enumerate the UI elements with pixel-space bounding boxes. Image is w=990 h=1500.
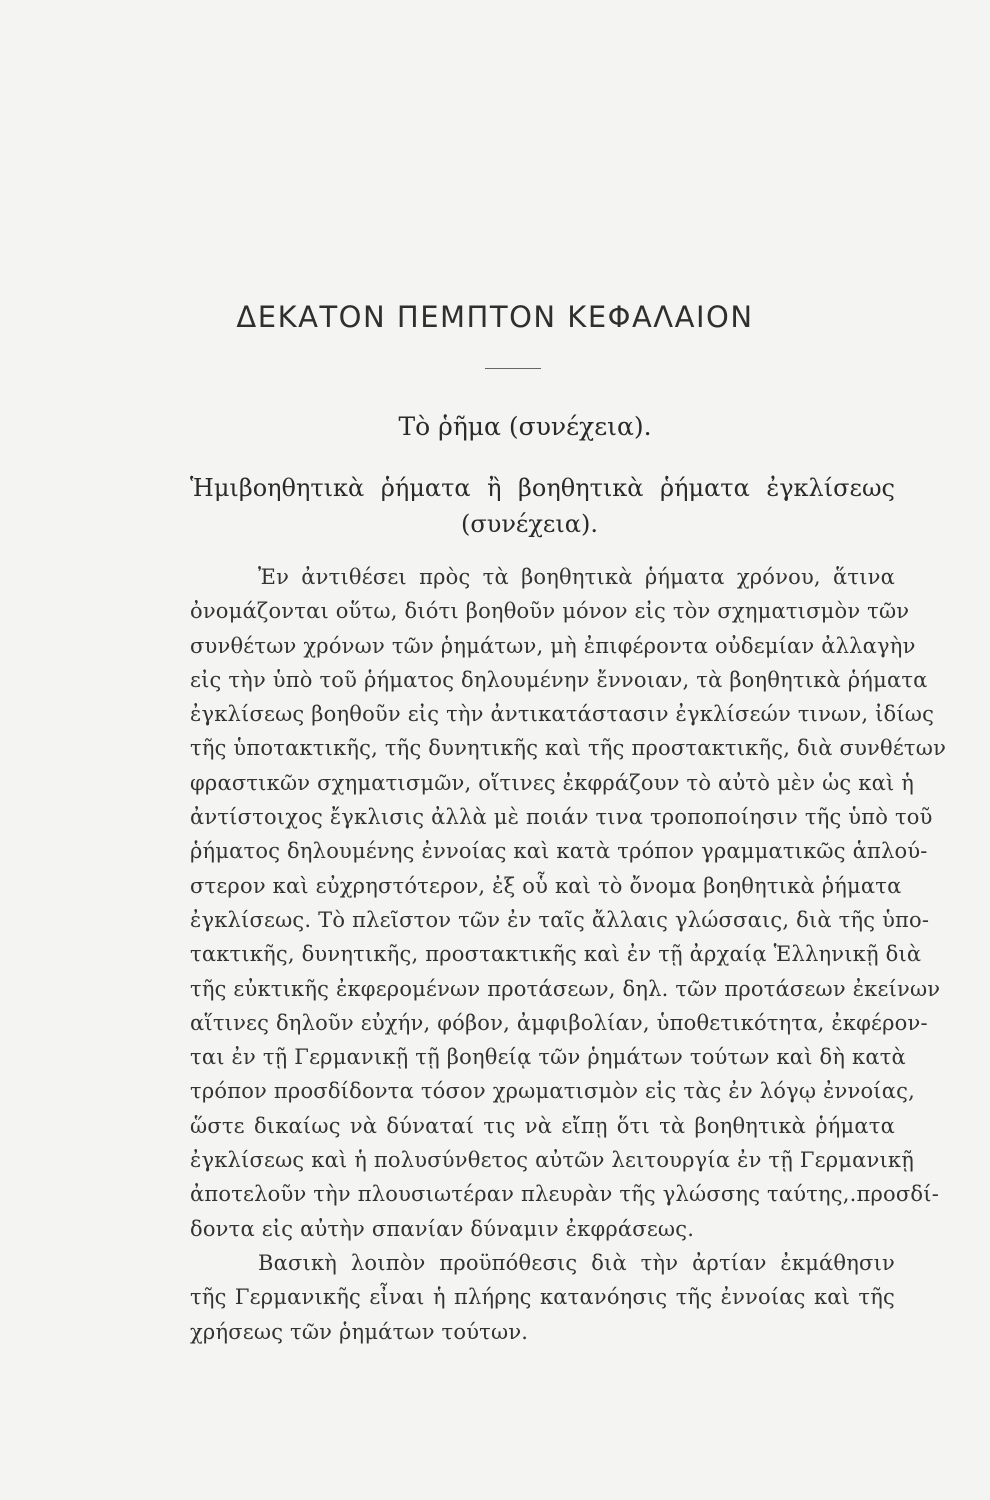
paragraph-2: [190, 1246, 895, 1349]
text-line: αἵτινες δηλοῦν εὐχήν, φόβον, ἀμφιβολίαν, ὑποθετικότητα, ἐκφέρον-: [190, 1010, 928, 1035]
text-line: Ἐν ἀντιθέσει πρὸς τὰ βοηθητικὰ ῥήματα χρόνου, ἅτινα: [258, 565, 895, 589]
text-line: χρήσεως τῶν ῥημάτων τούτων.: [190, 1319, 529, 1344]
text-line: Βασικὴ λοιπὸν προϋπόθεσις διὰ τὴν ἀρτίαν ἐκμάθησιν: [258, 1250, 895, 1275]
text-line: δοντα εἰς αὐτὴν σπανίαν δύναμιν ἐκφράσεως.: [190, 1216, 695, 1241]
text-line: φραστικῶν σχηματισμῶν, οἵτινες ἐκφράζουν τὸ αὐτὸ μὲν ὡς καὶ ἡ: [190, 770, 915, 795]
text-line: εἰς τὴν ὑπὸ τοῦ ῥήματος δηλουμένην ἔννοιαν, τὰ βοηθητικὰ ῥήματα: [190, 667, 928, 692]
subsection-title-line-1: Ἡμιβοηθητικὰ ῥήματα ἢ βοηθητικὰ ῥήματα ἐγκλίσεως: [190, 474, 895, 502]
subsection-title: [190, 470, 910, 542]
text-line: τῆς Γερμανικῆς εἶναι ἡ πλήρης κατανόησις τῆς ἐννοίας καὶ τῆς: [190, 1285, 895, 1310]
heading-divider: [485, 368, 541, 369]
text-line: συνθέτων χρόνων τῶν ῥημάτων, μὴ ἐπιφέροντα οὐδεμίαν ἀλλαγὴν: [190, 633, 916, 658]
text-line: ἐγκλίσεως καὶ ἡ πολυσύνθετος αὐτῶν λειτουργία ἐν τῇ Γερμανικῇ: [190, 1148, 915, 1173]
text-line: ἀντίστοιχος ἔγκλισις ἀλλὰ μὲ ποιάν τινα τροποποίησιν τῆς ὑπὸ τοῦ: [190, 805, 933, 830]
section-title: Τὸ ῥῆμα (συνέχεια).: [398, 412, 652, 441]
text-line: τρόπον προσδίδοντα τόσον χρωματισμὸν εἰς τὰς ἐν λόγῳ ἐννοίας,: [190, 1079, 915, 1104]
subsection-title-line-2: (συνέχεια).: [461, 510, 598, 538]
text-line: ὀνομάζονται οὕτω, διότι βοηθοῦν μόνον εἰς τὸν σχηματισμὸν τῶν: [190, 599, 910, 624]
text-line: ἐγκλίσεως βοηθοῦν εἰς τὴν ἀντικατάστασιν ἐγκλίσεών τινων, ἰδίως: [190, 702, 935, 727]
body-text: [190, 560, 947, 1349]
paragraph-1: [190, 560, 947, 1246]
text-line: ται ἐν τῇ Γερμανικῇ τῇ βοηθείᾳ τῶν ῥημάτων τούτων καὶ δὴ κατὰ: [190, 1045, 906, 1070]
text-line: τακτικῆς, δυνητικῆς, προστακτικῆς καὶ ἐν τῇ ἀρχαίᾳ Ἑλληνικῇ διὰ: [190, 942, 922, 967]
text-line: στερον καὶ εὐχρηστότερον, ἐξ οὗ καὶ τὸ ὄνομα βοηθητικὰ ῥήματα: [190, 873, 902, 898]
text-line: τῆς εὐκτικῆς ἐκφερομένων προτάσεων, δηλ. τῶν προτάσεων ἐκείνων: [190, 976, 941, 1001]
text-line: ὥστε δικαίως νὰ δύναταί τις νὰ εἴπῃ ὅτι τὰ βοηθητικὰ ῥήματα: [190, 1113, 895, 1138]
text-line: ῥήματος δηλουμένης ἐννοίας καὶ κατὰ τρόπον γραμματικῶς ἁπλού-: [190, 839, 928, 864]
text-line: ἐγκλίσεως. Τὸ πλεῖστον τῶν ἐν ταῖς ἄλλαις γλώσσαις, διὰ τῆς ὑπο-: [190, 907, 930, 932]
text-line: τῆς ὑποτακτικῆς, τῆς δυνητικῆς καὶ τῆς προστακτικῆς, διὰ συνθέτων: [190, 736, 947, 761]
chapter-heading: ΔΕΚΑΤΟΝ ΠΕΜΠΤΟΝ ΚΕΦΑΛΑΙΟΝ: [236, 300, 754, 334]
text-line: ἀποτελοῦν τὴν πλουσιωτέραν πλευρὰν τῆς γλώσσης ταύτης,.προσδί-: [190, 1182, 940, 1207]
